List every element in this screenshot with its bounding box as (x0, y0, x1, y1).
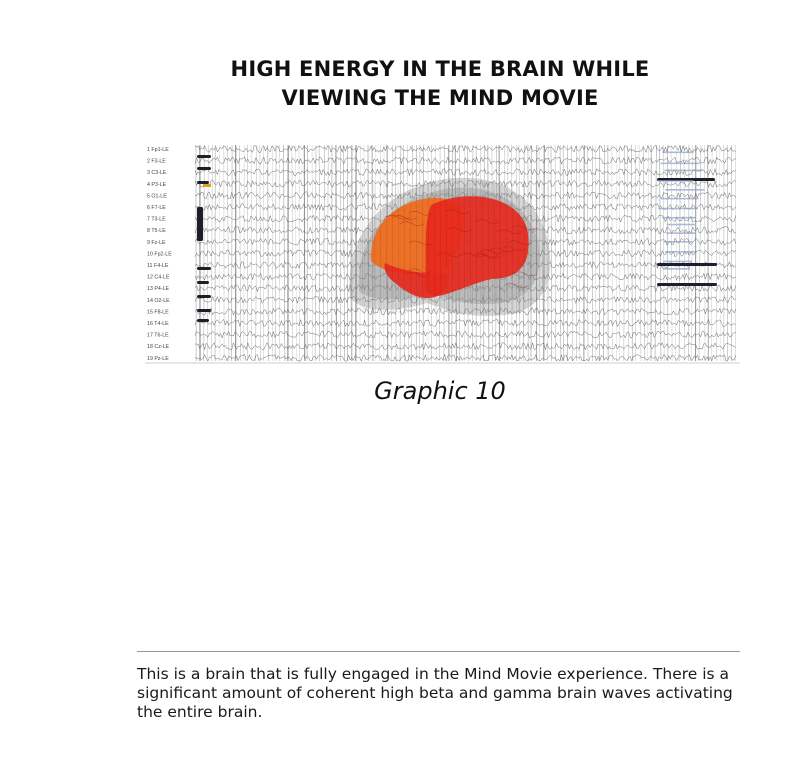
title-line-2: VIEWING THE MIND MOVIE (281, 86, 599, 110)
event-marker (197, 155, 211, 158)
eeg-spike (336, 145, 337, 361)
channel-label: 12 C4-LE (147, 274, 170, 281)
figure-caption: Graphic 10 (374, 377, 506, 405)
event-marker (661, 163, 700, 165)
channel-label: 7 T3-LE (147, 216, 166, 223)
channel-label: 6 F7-LE (147, 205, 166, 211)
channel-label: 5 O1-LE (147, 193, 167, 200)
event-marker (665, 189, 704, 191)
eeg-recording-image (145, 143, 740, 365)
event-marker (662, 217, 696, 219)
event-marker (197, 319, 209, 322)
event-marker (665, 251, 697, 253)
channel-label: 11 F4-LE (147, 263, 169, 269)
eeg-brain-map-figure (145, 143, 740, 365)
channel-label: 1 Fp1-LE (147, 147, 169, 153)
event-marker (657, 283, 717, 286)
event-marker (666, 232, 696, 234)
event-marker (197, 281, 209, 284)
channel-label: 10 Fp2-LE (147, 251, 172, 258)
body-paragraph: This is a brain that is fully engaged in the Mind Movie experience. There is a significant amount of coherent high beta and gamma brain waves activating the entire brain. (137, 665, 733, 721)
event-marker (661, 198, 699, 200)
event-marker (197, 167, 211, 170)
event-marker (662, 152, 693, 154)
channel-label: 13 P4-LE (147, 286, 170, 293)
channel-label: 3 C3-LE (147, 170, 167, 177)
event-marker (197, 309, 211, 312)
event-marker (197, 295, 211, 298)
event-marker (664, 241, 693, 243)
channel-label: 2 F3-LE (147, 158, 166, 165)
channel-label: 17 T6-LE (147, 332, 169, 339)
event-marker (663, 261, 692, 263)
event-marker (667, 224, 695, 226)
event-marker (657, 263, 717, 266)
channel-label: 8 T5-LE (147, 228, 166, 235)
channel-label: 15 F8-LE (147, 309, 169, 316)
event-marker (197, 207, 203, 241)
channel-label: 18 Cz-LE (147, 344, 170, 351)
channel-label: 9 Fz-LE (147, 239, 166, 246)
event-marker (663, 268, 690, 270)
channel-label: 4 P3-LE (147, 181, 167, 188)
event-marker (203, 184, 211, 187)
channel-label: 16 T4-LE (147, 321, 169, 327)
page-title (140, 55, 740, 113)
event-marker (658, 208, 698, 210)
event-marker (658, 180, 694, 182)
channel-label: 19 Pz-LE (147, 355, 169, 362)
event-marker (197, 181, 209, 184)
event-marker (197, 267, 211, 270)
event-marker (664, 170, 702, 172)
channel-label: 14 O2-LE (147, 297, 170, 304)
divider (137, 651, 740, 652)
title-line-1: HIGH ENERGY IN THE BRAIN WHILE (230, 57, 650, 81)
